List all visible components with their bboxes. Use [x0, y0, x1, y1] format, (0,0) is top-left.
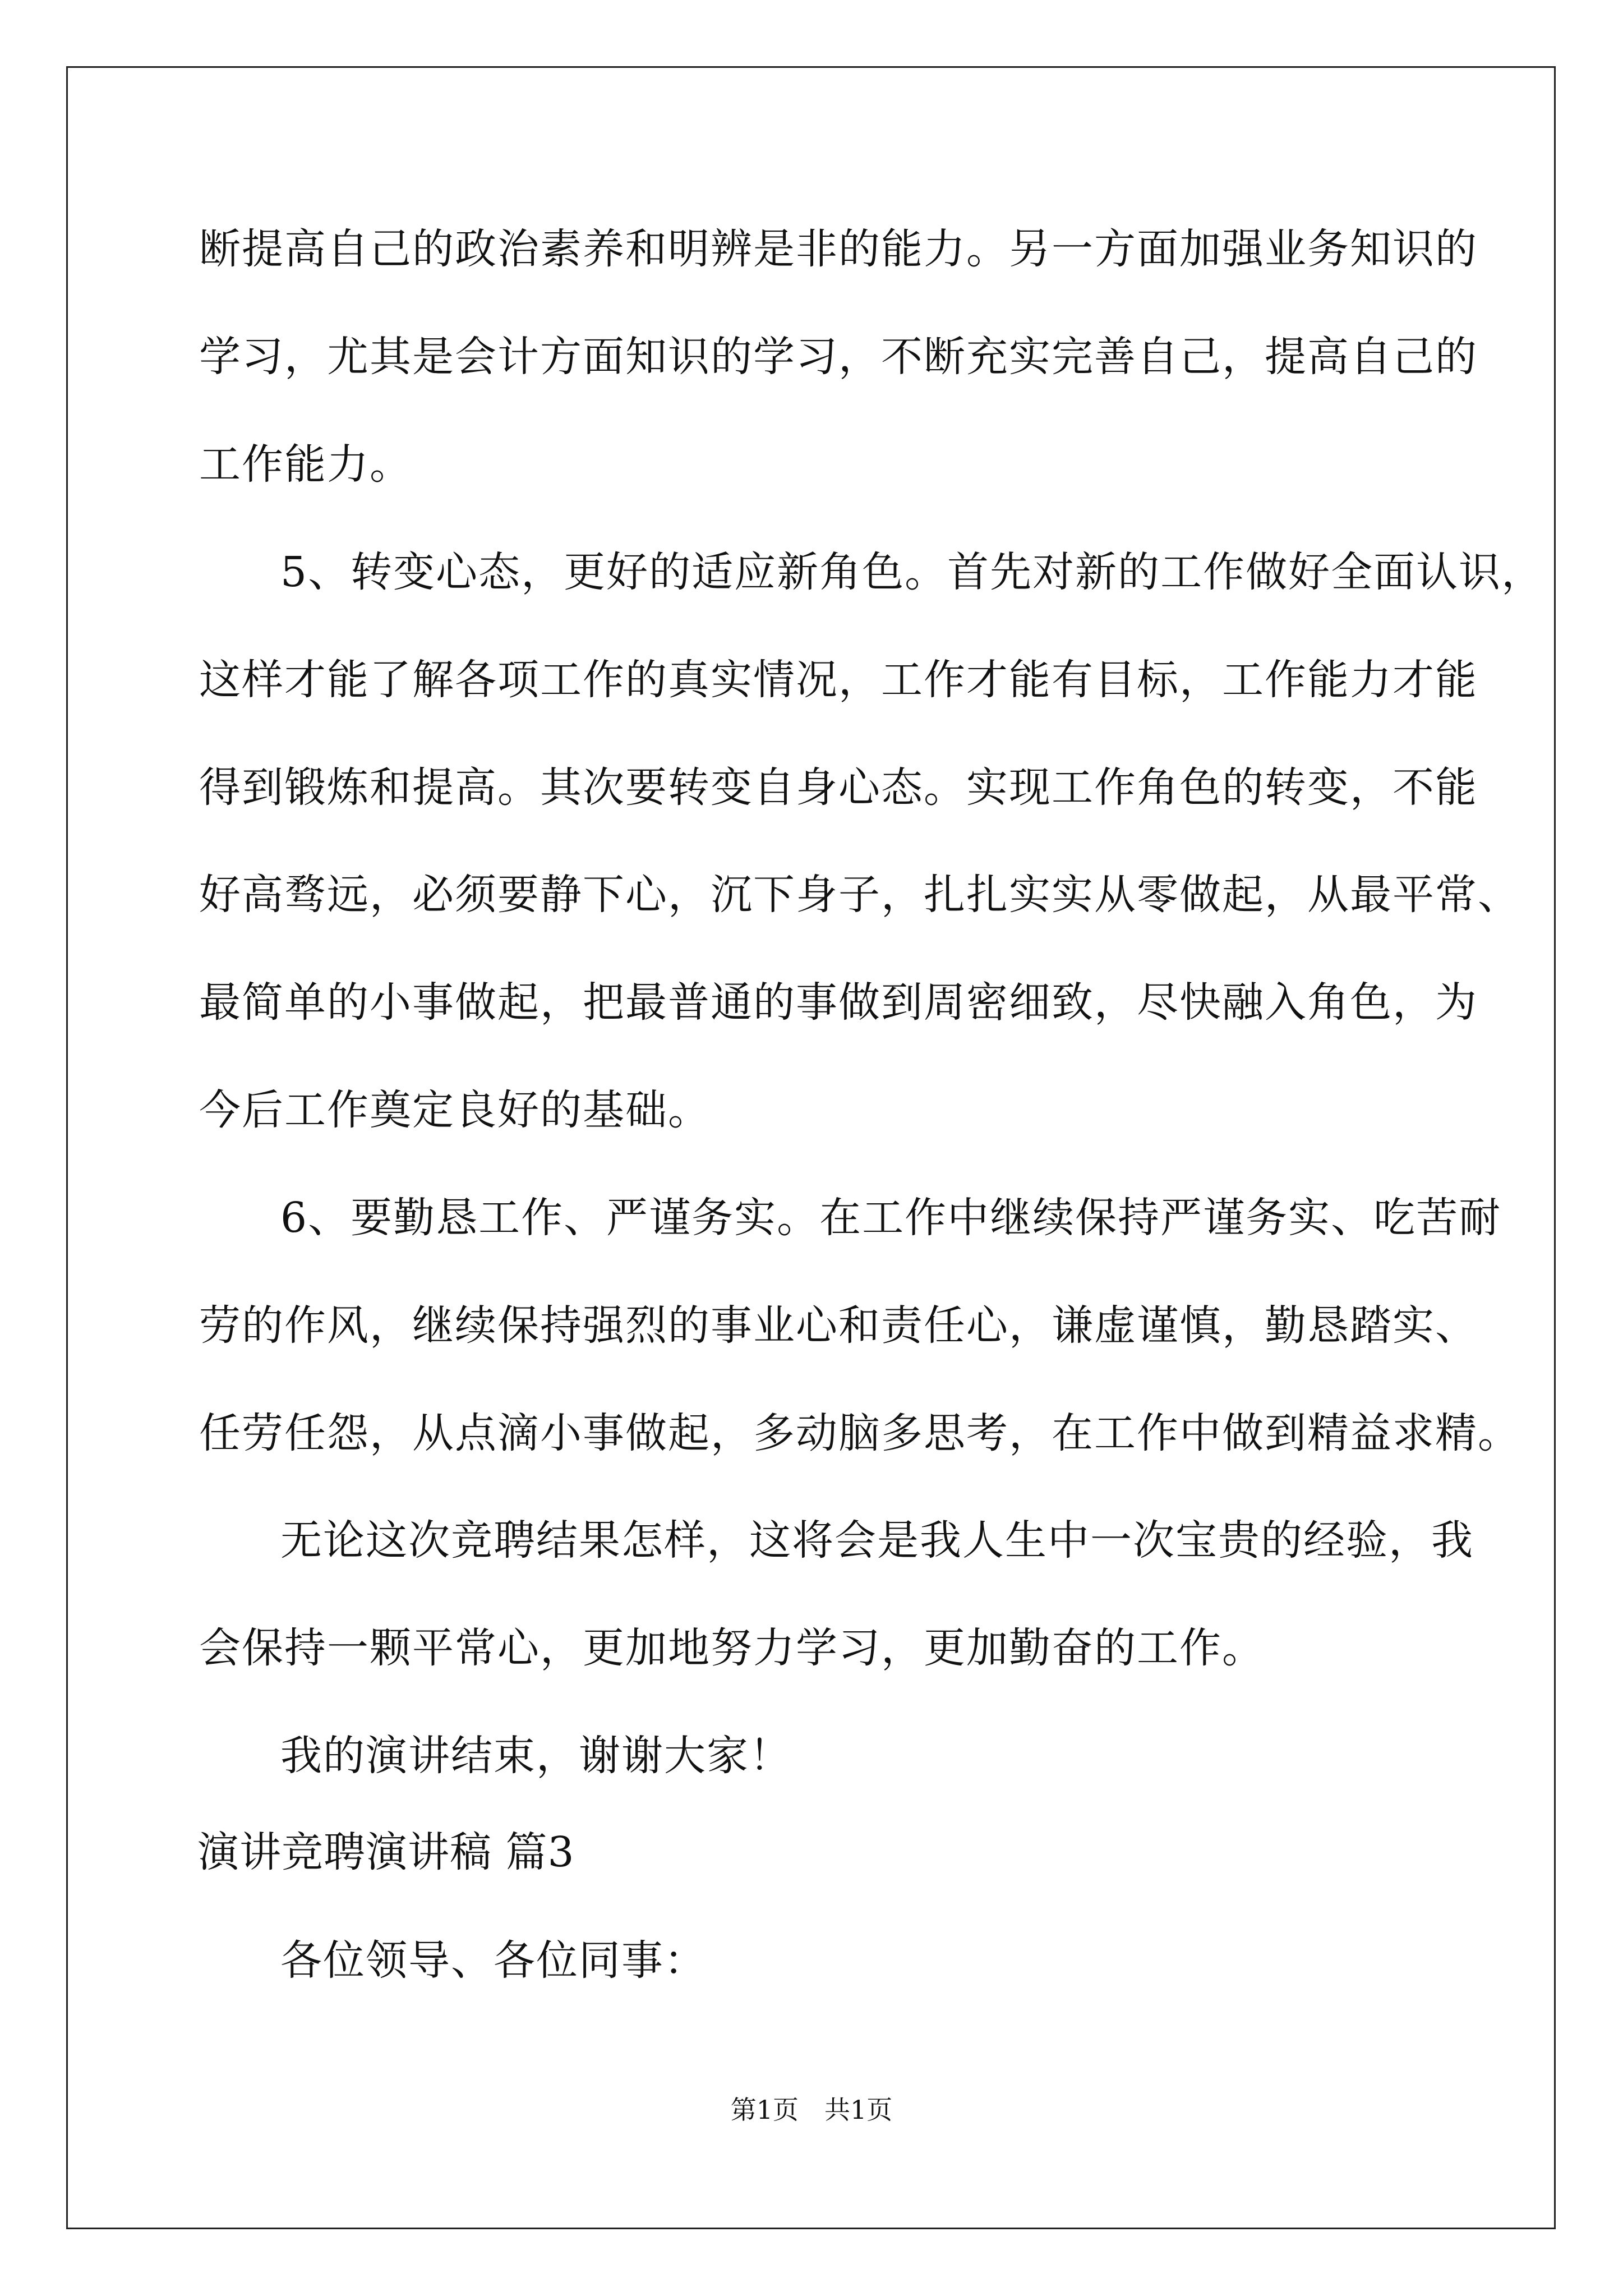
- section-heading: 演讲竞聘演讲稿 篇3: [197, 1828, 575, 1876]
- page-number-footer: 第1页 共1页: [730, 2095, 893, 2125]
- body-line: 得到锻炼和提高。其次要转变自身心态。实现工作角色的转变，不能: [199, 763, 1478, 812]
- body-line: 劳的作风，继续保持强烈的事业心和责任心，谦虚谨慎，勤恳踏实、: [199, 1301, 1478, 1350]
- body-line: 会保持一颗平常心，更加地努力学习，更加勤奋的工作。: [199, 1624, 1265, 1672]
- page-border: [66, 66, 1556, 2229]
- body-line: 这样才能了解各项工作的真实情况，工作才能有目标，工作能力才能: [199, 656, 1478, 704]
- body-line: 断提高自己的政治素养和明辨是非的能力。另一方面加强业务知识的: [199, 225, 1478, 273]
- paragraph-start-line: 无论这次竞聘结果怎样，这将会是我人生中一次宝贵的经验，我: [280, 1516, 1474, 1565]
- closing-line: 我的演讲结束，谢谢大家！: [280, 1732, 792, 1780]
- paragraph-start-line: 5、转变心态，更好的适应新角色。首先对新的工作做好全面认识，: [280, 548, 1544, 596]
- paragraph-start-line: 6、要勤恳工作、严谨务实。在工作中继续保持严谨务实、吃苦耐: [280, 1194, 1502, 1242]
- body-line: 任劳任怨，从点滴小事做起，多动脑多思考，在工作中做到精益求精。: [199, 1409, 1520, 1457]
- body-line: 好高骛远，必须要静下心，沉下身子，扎扎实实从零做起，从最平常、: [199, 871, 1520, 919]
- body-line: 今后工作奠定良好的基础。: [199, 1086, 711, 1134]
- body-line: 学习，尤其是会计方面知识的学习，不断充实完善自己，提高自己的: [199, 333, 1478, 381]
- body-line: 工作能力。: [199, 440, 412, 489]
- body-line: 最简单的小事做起，把最普通的事做到周密细致，尽快融入角色，为: [199, 978, 1478, 1027]
- salutation-line: 各位领导、各位同事：: [280, 1936, 707, 1985]
